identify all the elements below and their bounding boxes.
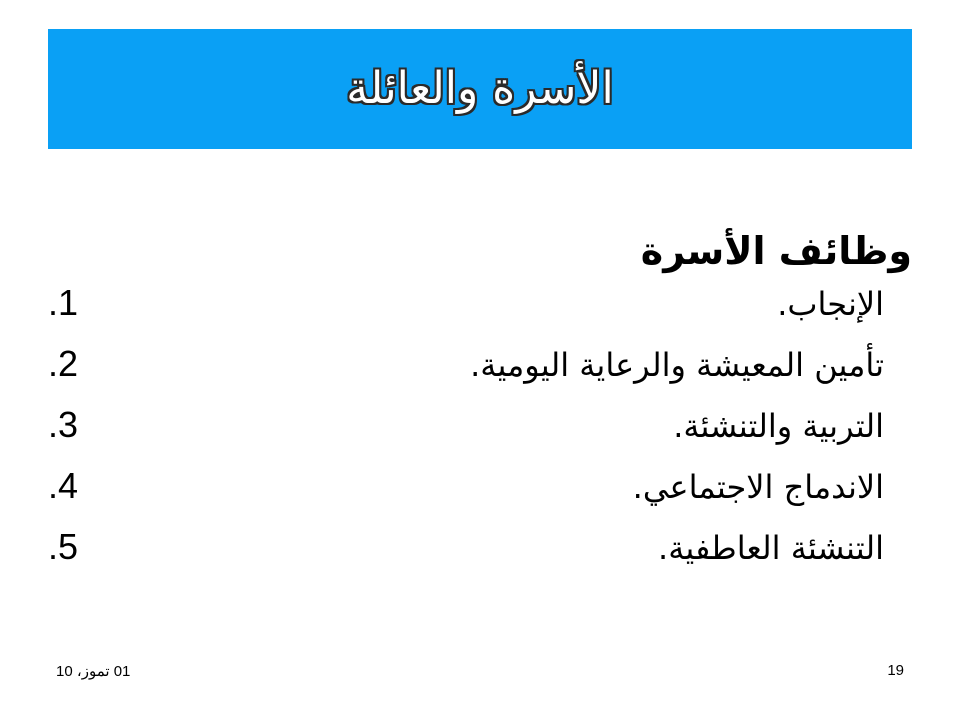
title-bar [48, 29, 912, 149]
list-item [48, 404, 912, 465]
list-item [48, 343, 912, 404]
list-item-number: .3 [48, 404, 79, 445]
list-item-text: تأمين المعيشة والرعاية اليومية. [470, 346, 884, 384]
section-heading: وظائف الأسرة [640, 229, 912, 273]
list-item-text: الاندماج الاجتماعي. [632, 468, 884, 506]
footer-date: 01 تموز، 10 [56, 663, 131, 680]
list-item-number: .4 [48, 465, 79, 506]
page-number: 19 [887, 662, 904, 679]
list-item-text: التنشئة العاطفية. [658, 529, 884, 567]
list-item [48, 526, 912, 587]
slide-content [48, 222, 912, 587]
list-item [48, 282, 912, 343]
list-item-number: .2 [48, 343, 79, 384]
list-item [48, 465, 912, 526]
function-list [48, 282, 912, 587]
list-item-number: .1 [48, 282, 79, 323]
list-item-text: الإنجاب. [777, 285, 884, 323]
list-item-number: .5 [48, 526, 79, 567]
slide-title: الأسرة والعائلة [346, 63, 614, 114]
list-item-text: التربية والتنشئة. [673, 407, 884, 445]
